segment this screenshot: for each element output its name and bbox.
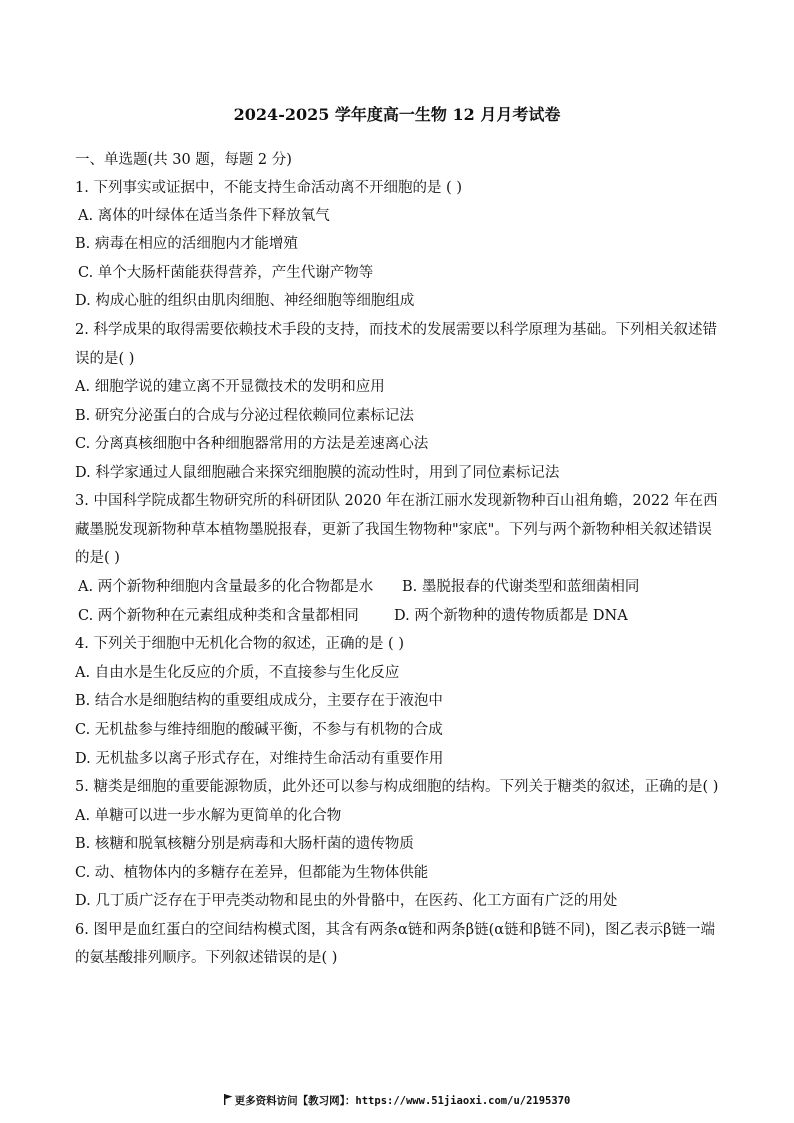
question-2-option-a: A. 细胞学说的建立离不开显微技术的发明和应用: [75, 379, 385, 395]
question-2-stem: 2. 科学成果的取得需要依赖技术手段的支持，而技术的发展需要以科学原理为基础。下列相关叙述错: [75, 322, 717, 338]
footer-text[interactable]: 更多资料访问【教习网】：https://www.51jiaoxi.com/u/2195370: [234, 1095, 571, 1107]
question-1-option-a: A. 离体的叶绿体在适当条件下释放氧气: [78, 208, 330, 224]
question-4-option-a: A. 自由水是生化反应的介质，不直接参与生化反应: [75, 665, 400, 681]
question-1-option-c: C. 单个大肠杆菌能获得营养，产生代谢产物等: [78, 265, 374, 281]
question-3-option-a: A. 两个新物种细胞内含量最多的化合物都是水: [78, 579, 374, 595]
question-5-option-d: D. 几丁质广泛存在于甲壳类动物和昆虫的外骨骼中，在医药、化工方面有广泛的用处: [75, 893, 618, 909]
question-3-stem: 3. 中国科学院成都生物研究所的科研团队 2020 年在浙江丽水发现新物种百山祖角蟾，2022 年在西: [75, 493, 718, 509]
question-5-option-c: C. 动、植物体内的多糖存在差异，但都能为生物体供能: [75, 865, 429, 881]
question-6-stem: 6. 图甲是血红蛋白的空间结构模式图，其含有两条α链和两条β链(α链和β链不同)，图乙表示β链一端: [75, 922, 715, 938]
page-title: 2024-2025 学年度高一生物 12 月月考试卷: [233, 105, 561, 124]
question-4-stem: 4. 下列关于细胞中无机化合物的叙述，正确的是 ( ): [75, 636, 404, 652]
question-3-option-d: D. 两个新物种的遗传物质都是 DNA: [394, 608, 628, 624]
question-4-option-c: C. 无机盐参与维持细胞的酸碱平衡，不参与有机物的合成: [75, 722, 443, 738]
question-2-option-d: D. 科学家通过人鼠细胞融合来探究细胞膜的流动性时，用到了同位素标记法: [75, 465, 560, 481]
question-3-stem-end: 的是( ): [75, 550, 120, 566]
question-1-option-d: D. 构成心脏的组织由肌肉细胞、神经细胞等细胞组成: [75, 293, 415, 309]
footer-link[interactable]: [0, 1093, 794, 1108]
section-heading: 一、单选题(共 30 题，每题 2 分): [75, 152, 292, 168]
question-1-stem: 1. 下列事实或证据中，不能支持生命活动离不开细胞的是 ( ): [75, 180, 462, 196]
question-3-option-c: C. 两个新物种在元素组成种类和含量都相同: [78, 608, 359, 624]
question-2-stem-cont: 误的是( ): [75, 351, 135, 367]
question-2-option-b: B. 研究分泌蛋白的合成与分泌过程依赖同位素标记法: [75, 408, 414, 424]
question-4-option-d: D. 无机盐多以离子形式存在，对维持生命活动有重要作用: [75, 751, 444, 767]
question-2-option-c: C. 分离真核细胞中各种细胞器常用的方法是差速离心法: [75, 436, 429, 452]
question-6-stem-cont: 的氨基酸排列顺序。下列叙述错误的是( ): [75, 950, 338, 966]
flag-icon: [224, 1094, 233, 1105]
question-5-stem: 5. 糖类是细胞的重要能源物质，此外还可以参与构成细胞的结构。下列关于糖类的叙述，正确的是( ): [75, 779, 719, 795]
question-5-option-a: A. 单糖可以进一步水解为更简单的化合物: [75, 808, 342, 824]
question-1-option-b: B. 病毒在相应的活细胞内才能增殖: [75, 236, 298, 252]
question-5-option-b: B. 核糖和脱氧核糖分别是病毒和大肠杆菌的遗传物质: [75, 836, 414, 852]
question-3-stem-cont: 藏墨脱发现新物种草本植物墨脱报春，更新了我国生物物种"家底"。下列与两个新物种相关叙述错误: [75, 522, 712, 538]
question-3-option-b: B. 墨脱报春的代谢类型和蓝细菌相同: [402, 579, 640, 595]
question-4-option-b: B. 结合水是细胞结构的重要组成成分，主要存在于液泡中: [75, 693, 443, 709]
